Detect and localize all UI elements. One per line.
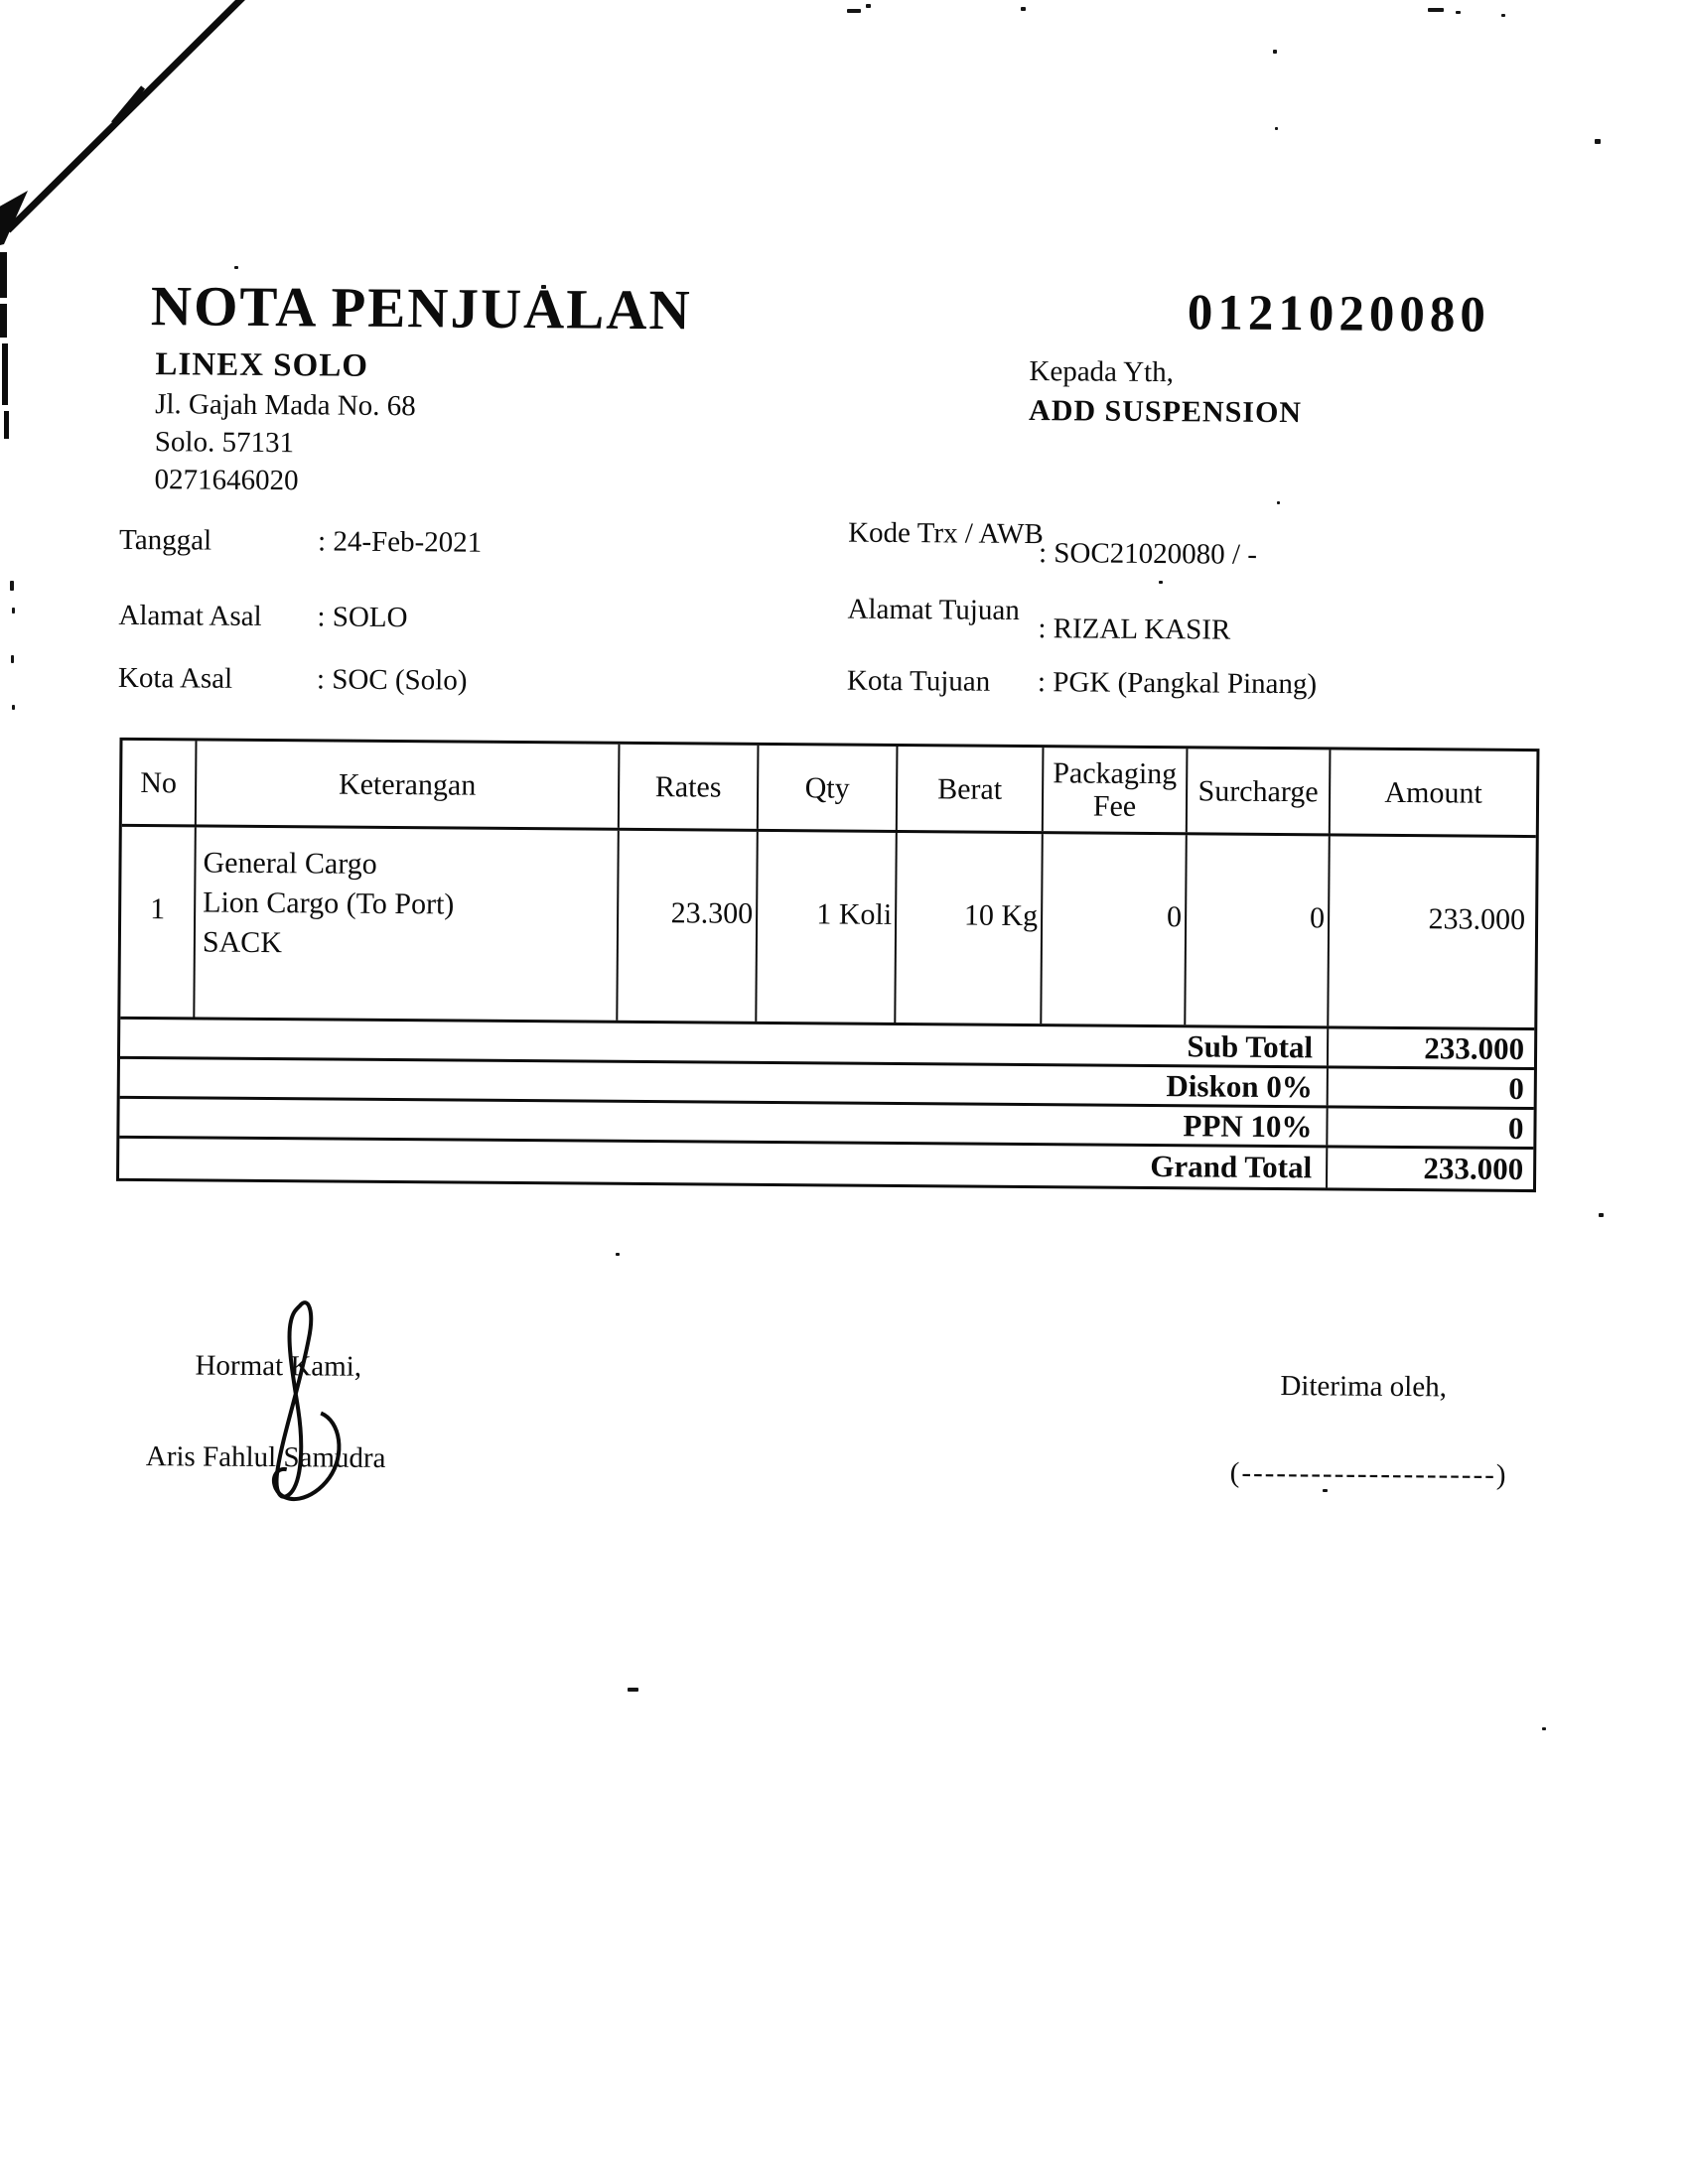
sender-signature-title: Hormat Kami,: [195, 1349, 362, 1383]
col-header-rates: Rates: [620, 745, 760, 829]
origin-address-label: Alamat Asal: [118, 599, 262, 632]
col-header-berat: Berat: [898, 747, 1045, 831]
col-header-no: No: [122, 741, 198, 825]
company-address-line1: Jl. Gajah Mada No. 68: [155, 388, 416, 423]
col-header-surcharge: Surcharge: [1188, 749, 1332, 833]
cell-packaging-fee: 0: [1042, 834, 1187, 1024]
items-table-header-row: [122, 741, 1537, 838]
keterangan-line: Lion Cargo (To Port): [203, 886, 455, 921]
trx-code-label: Kode Trx / AWB: [848, 516, 1044, 551]
subtotal-label: Sub Total: [120, 1020, 1329, 1066]
origin-city-label: Kota Asal: [117, 661, 233, 695]
page-title: NOTA PENJUALAN: [150, 275, 692, 342]
table-row: [120, 827, 1535, 1030]
col-header-keterangan: Keterangan: [197, 741, 621, 827]
company-name: LINEX SOLO: [155, 346, 369, 384]
receiver-signature-line: (----------------------): [1229, 1456, 1508, 1491]
cell-no: 1: [120, 827, 196, 1018]
col-header-packaging-fee: Packaging Fee: [1044, 748, 1189, 832]
cell-qty: 1 Koli: [757, 832, 897, 1023]
invoice-number: 0121020080: [1187, 285, 1491, 343]
col-header-amount: Amount: [1384, 775, 1482, 810]
sender-signature-name: Aris Fahlul Samudra: [145, 1440, 386, 1474]
date-label: Tanggal: [118, 523, 212, 557]
subtotal-value: 233.000: [1424, 1029, 1525, 1066]
keterangan-line: General Cargo: [203, 846, 377, 881]
origin-city-value: : SOC (Solo): [316, 663, 468, 697]
destination-city-value: : PGK (Pangkal Pinang): [1037, 666, 1318, 701]
destination-address-value: : RIZAL KASIR: [1038, 613, 1231, 646]
cell-amount: 233.000: [1428, 901, 1526, 936]
company-address-line2: Solo. 57131: [154, 426, 295, 460]
trx-code-value: : SOC21020080 / -: [1038, 537, 1258, 571]
tax-value: 0: [1507, 1110, 1524, 1146]
cell-rates: 23.300: [618, 831, 758, 1022]
tax-label: PPN 10%: [119, 1099, 1328, 1146]
col-header-qty: Qty: [759, 746, 899, 830]
discount-label: Diskon 0%: [120, 1059, 1329, 1106]
keterangan-line: SACK: [202, 925, 283, 960]
grand-total-label: Grand Total: [119, 1139, 1328, 1188]
signature-scrawl: [232, 1297, 363, 1517]
recipient-greeting: Kepada Yth,: [1029, 355, 1175, 389]
cell-keterangan: [195, 827, 619, 1020]
destination-city-label: Kota Tujuan: [846, 664, 991, 698]
cell-berat: 10 Kg: [896, 833, 1043, 1024]
company-phone: 0271646020: [154, 464, 299, 497]
recipient-name: ADD SUSPENSION: [1029, 394, 1303, 430]
destination-address-label: Alamat Tujuan: [847, 593, 1020, 626]
grand-total-value: 233.000: [1423, 1151, 1524, 1186]
receiver-signature-title: Diterima oleh,: [1280, 1370, 1448, 1404]
cell-surcharge: 0: [1186, 835, 1330, 1025]
origin-address-value: : SOLO: [317, 601, 408, 634]
items-table: [116, 738, 1539, 1192]
date-value: : 24-Feb-2021: [317, 525, 483, 559]
discount-value: 0: [1508, 1070, 1524, 1106]
